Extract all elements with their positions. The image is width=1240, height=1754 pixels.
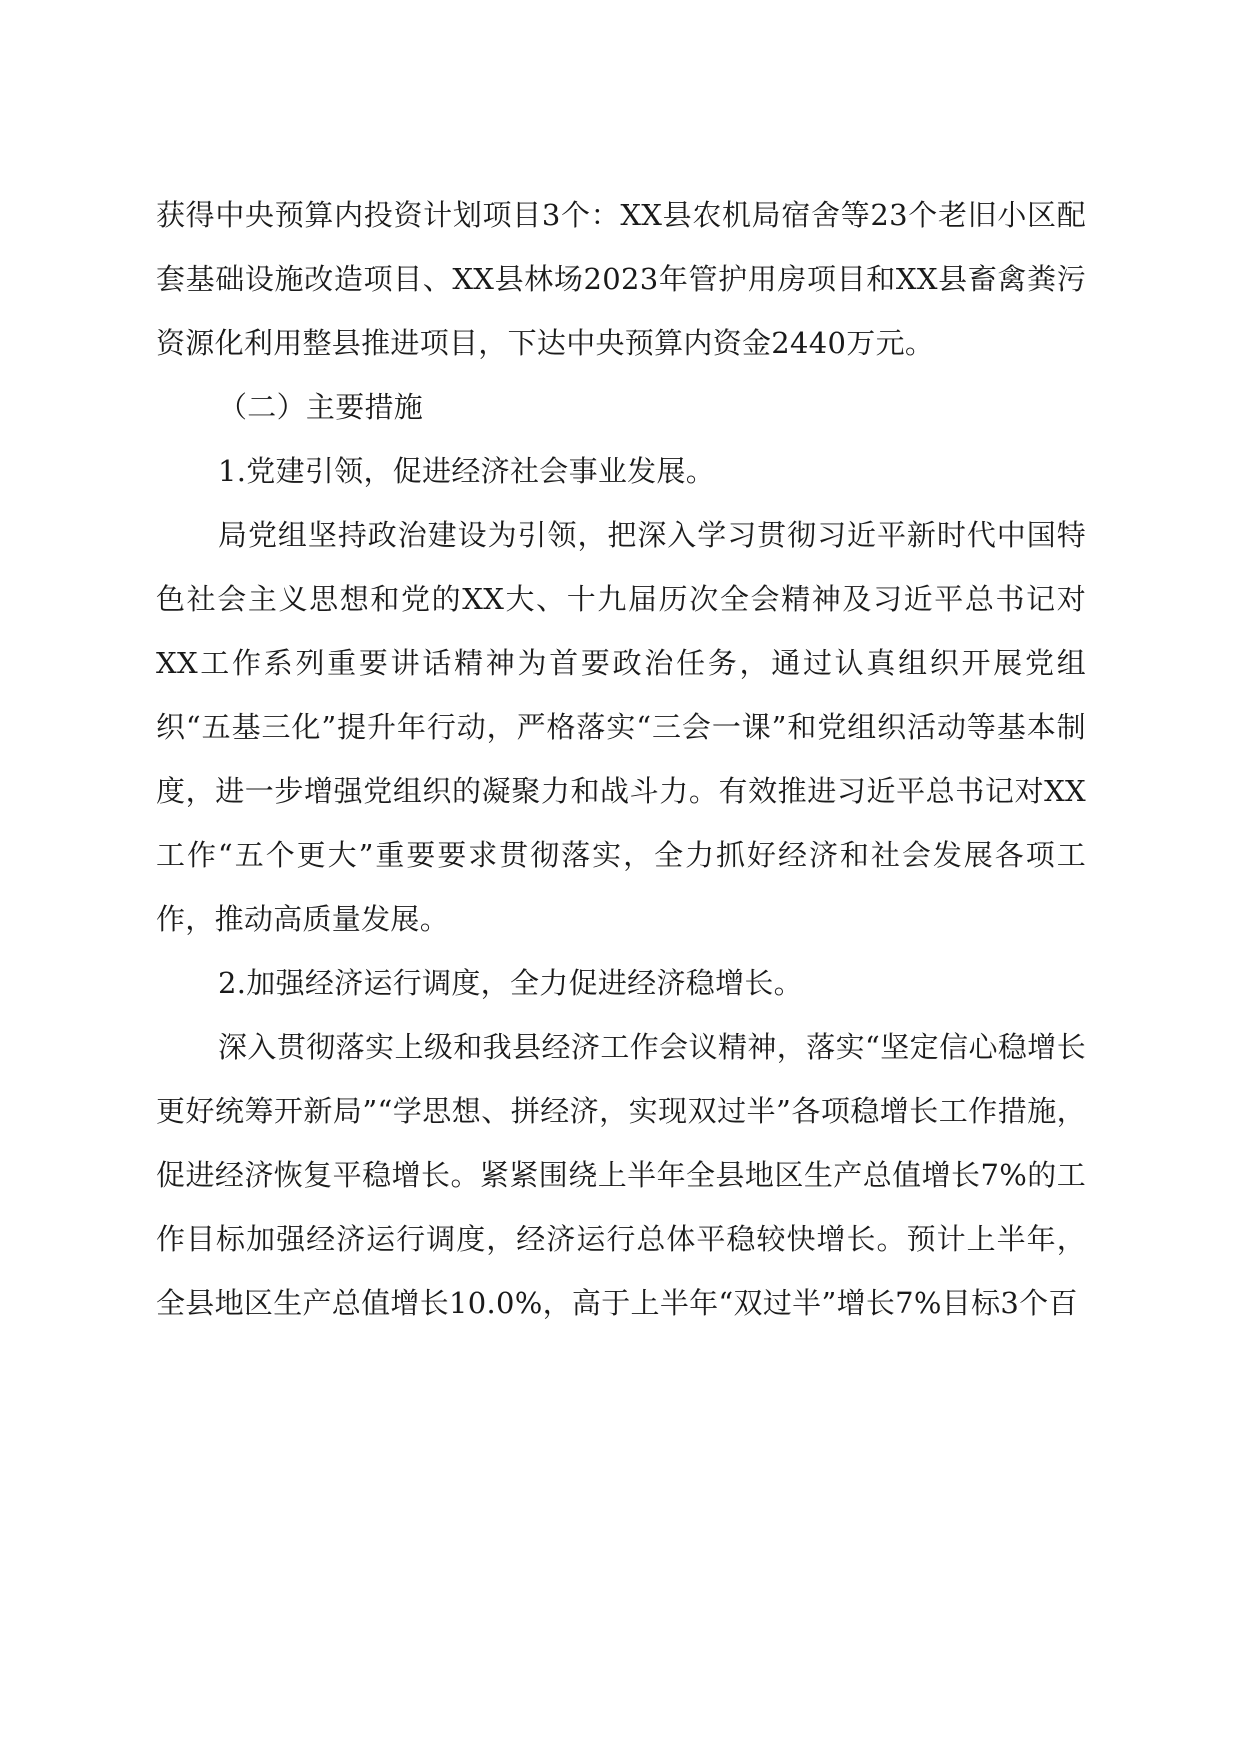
section-heading-main-measures: （二）主要措施 bbox=[218, 390, 424, 424]
paragraph-project-funding: 获得中央预算内投资计划项目3个：XX县农机局宿舍等23个老旧小区配套基础设施改造项目、XX县林场2023年管护用房项目和XX县畜禽粪污资源化利用整县推进项目，下达中央预算内资金2440万元。 bbox=[156, 198, 1086, 360]
paragraph-economic-operation: 深入贯彻落实上级和我县经济工作会议精神，落实“坚定信心稳增长更好统筹开新局”“学思想、拼经济，实现双过半”各项稳增长工作措施，促进经济恢复平稳增长。紧紧围绕上半年全县地区生产总值增长7%的工作目标加强经济运行调度，经济运行总体平稳较快增长。预计上半年，全县地区生产总值增长10.0%，高于上半年“双过半”增长7%目标3个百 bbox=[156, 1030, 1086, 1320]
subheading-party-building: 1.党建引领，促进经济社会事业发展。 bbox=[218, 454, 716, 488]
paragraph-party-building: 局党组坚持政治建设为引领，把深入学习贯彻习近平新时代中国特色社会主义思想和党的XX大、十九届历次全会精神及习近平总书记对XX工作系列重要讲话精神为首要政治任务，通过认真组织开展党组织“五基三化”提升年行动，严格落实“三会一课”和党组织活动等基本制度，进一步增强党组织的凝聚力和战斗力。有效推进习近平总书记对XX工作“五个更大”重要要求贯彻落实，全力抓好经济和社会发展各项工作，推动高质量发展。 bbox=[156, 518, 1086, 936]
document-body bbox=[156, 183, 1086, 1335]
subheading-economic-operation: 2.加强经济运行调度，全力促进经济稳增长。 bbox=[218, 966, 803, 1000]
